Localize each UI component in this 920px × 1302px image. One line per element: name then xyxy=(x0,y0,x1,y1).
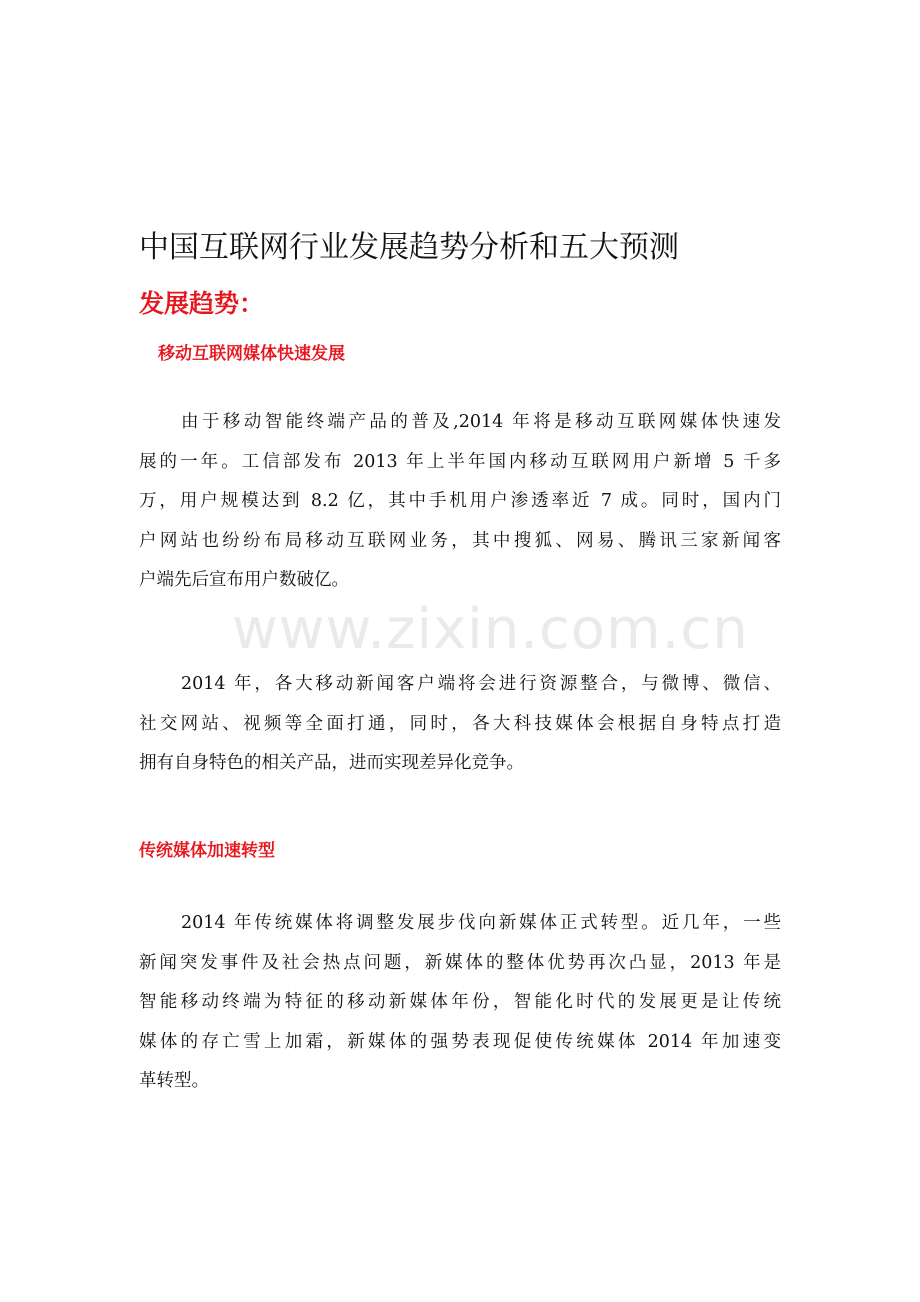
paragraph-line: 新闻突发事件及社会热点问题，新媒体的整体优势再次凸显，2013 年是 xyxy=(139,952,781,973)
subsection-heading-traditional-media: 传统媒体加速转型 xyxy=(139,841,275,861)
paragraph-line: 革转型。 xyxy=(139,1071,209,1091)
paragraph-line: 媒体的存亡雪上加霜，新媒体的强势表现促使传统媒体 2014 年加速变 xyxy=(139,1031,781,1052)
paragraph-line: 拥有自身特色的相关产品，进而实现差异化竞争。 xyxy=(139,753,524,773)
watermark-text: www.zixin.com.cn xyxy=(232,597,749,662)
paragraph-mobile-media-1 xyxy=(139,403,781,601)
paragraph-line: 2014 年，各大移动新闻客户端将会进行资源整合，与微博、微信、 xyxy=(181,674,781,694)
section-heading-trends: 发展趋势： xyxy=(139,289,265,318)
paragraph-line: 户端先后宣布用户数破亿。 xyxy=(139,570,349,590)
paragraph-traditional-media-1 xyxy=(139,904,781,1102)
subsection-heading-mobile-media: 移动互联网媒体快速发展 xyxy=(158,344,345,364)
document-title: 中国互联网行业发展趋势分析和五大预测 xyxy=(139,230,679,265)
paragraph-line: 由于移动智能终端产品的普及,2014 年将是移动互联网媒体快速发 xyxy=(181,412,781,432)
paragraph-line: 万，用户规模达到 8.2 亿，其中手机用户渗透率近 7 成。同时，国内门 xyxy=(139,491,781,511)
paragraph-line: 社交网站、视频等全面打通，同时，各大科技媒体会根据自身特点打造 xyxy=(139,713,781,734)
paragraph-line: 展的一年。工信部发布 2013 年上半年国内移动互联网用户新增 5 千多 xyxy=(139,451,781,472)
paragraph-line: 2014 年传统媒体将调整发展步伐向新媒体正式转型。近几年，一些 xyxy=(181,913,781,933)
paragraph-line: 户网站也纷纷布局移动互联网业务，其中搜狐、网易、腾讯三家新闻客 xyxy=(139,530,781,551)
paragraph-line: 智能移动终端为特征的移动新媒体年份，智能化时代的发展更是让传统 xyxy=(139,992,781,1012)
paragraph-mobile-media-2 xyxy=(139,665,781,784)
